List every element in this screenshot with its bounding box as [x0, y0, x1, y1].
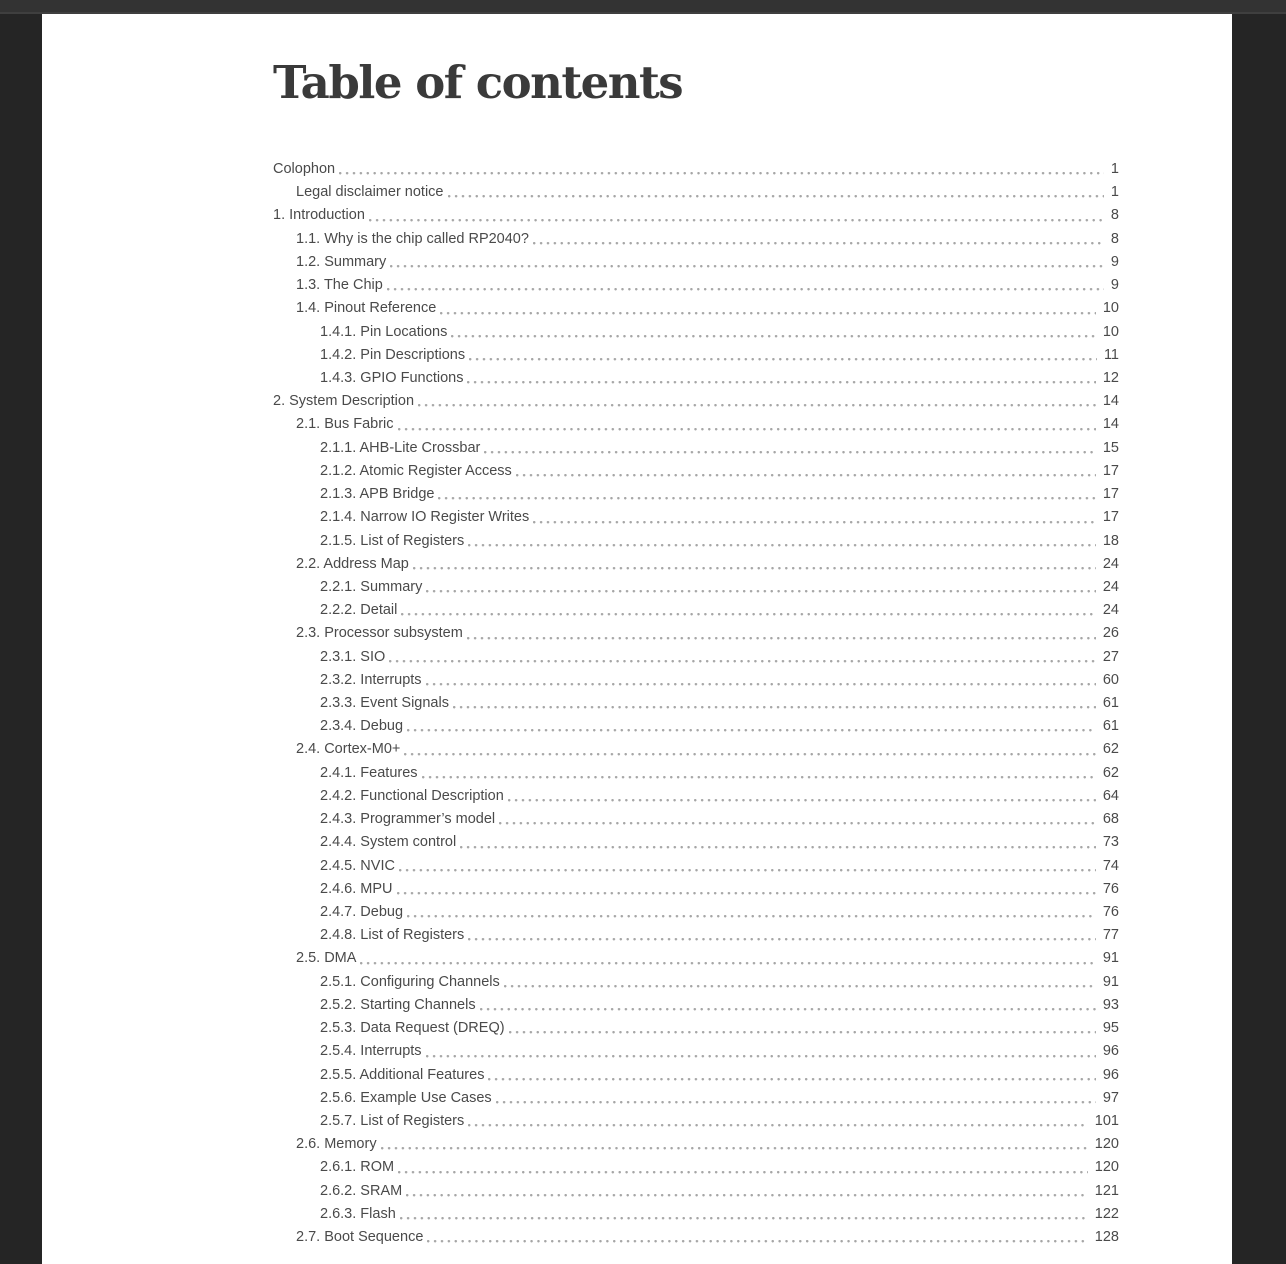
toc-entry-page: 96	[1102, 1043, 1119, 1060]
toc-entry-page: 74	[1102, 857, 1119, 874]
toc-entry[interactable]	[273, 367, 1119, 390]
toc-entry[interactable]	[273, 1017, 1119, 1040]
toc-entry-page: 9	[1110, 277, 1119, 294]
toc-dot-leader	[369, 204, 1104, 227]
toc-dot-leader	[398, 1156, 1088, 1179]
toc-entry-page: 14	[1102, 393, 1119, 410]
toc-entry[interactable]	[273, 344, 1119, 367]
toc-entry-label: 2.1.4. Narrow IO Register Writes	[320, 509, 530, 526]
toc-entry-label: 1.4. Pinout Reference	[296, 300, 437, 317]
toc-entry-label: 2. System Description	[273, 393, 415, 410]
toc-entry[interactable]	[273, 599, 1119, 622]
toc-entry-label: 1.4.2. Pin Descriptions	[320, 346, 466, 363]
toc-entry-page: 122	[1094, 1205, 1119, 1222]
toc-entry-label: 2.4.8. List of Registers	[320, 927, 465, 944]
toc-entry[interactable]	[273, 1180, 1119, 1203]
toc-entry-page: 61	[1102, 718, 1119, 735]
toc-dot-leader	[404, 738, 1095, 761]
toc-entry-page: 120	[1094, 1136, 1119, 1153]
toc-entry[interactable]	[273, 390, 1119, 413]
toc-dot-leader	[469, 344, 1097, 367]
toc-entry-page: 91	[1102, 973, 1119, 990]
toc-dot-leader	[339, 158, 1104, 181]
toc-entry-label: 1.4.1. Pin Locations	[320, 323, 448, 340]
toc-entry[interactable]	[273, 437, 1119, 460]
toc-dot-leader	[427, 1226, 1087, 1249]
toc-entry[interactable]	[273, 785, 1119, 808]
toc-dot-leader	[407, 901, 1096, 924]
toc-entry-page: 64	[1102, 787, 1119, 804]
toc-dot-leader	[484, 437, 1095, 460]
toc-dot-leader	[508, 785, 1096, 808]
toc-entry-page: 91	[1102, 950, 1119, 967]
toc-entry-page: 14	[1102, 416, 1119, 433]
toc-entry-page: 120	[1094, 1159, 1119, 1176]
toc-entry-page: 61	[1102, 695, 1119, 712]
toc-entry-page: 26	[1102, 625, 1119, 642]
toc-entry-label: Colophon	[273, 161, 336, 177]
toc-entry-label: 2.5.5. Additional Features	[320, 1066, 485, 1083]
toc-dot-leader	[426, 669, 1096, 692]
toc-entry-page: 121	[1094, 1182, 1119, 1199]
toc-entry[interactable]	[273, 878, 1119, 901]
toc-entry-page: 77	[1102, 927, 1119, 944]
toc-entry-label: Legal disclaimer notice	[296, 184, 444, 201]
toc-entry[interactable]	[273, 483, 1119, 506]
toc-dot-leader	[418, 390, 1096, 413]
toc-entry-label: 2.5.6. Example Use Cases	[320, 1089, 492, 1106]
toc-entry-label: 2.4.2. Functional Description	[320, 787, 504, 804]
toc-entry-label: 1. Introduction	[273, 207, 365, 224]
toc-dot-leader	[422, 762, 1096, 785]
toc-entry-label: 2.7. Boot Sequence	[296, 1229, 424, 1246]
toc-entry[interactable]	[273, 855, 1119, 878]
toc-entry-page: 17	[1102, 462, 1119, 479]
toc-entry[interactable]	[273, 1156, 1119, 1179]
toc-entry[interactable]	[273, 1203, 1119, 1226]
toc-entry-page: 18	[1102, 532, 1119, 549]
toc-entry-page: 76	[1102, 904, 1119, 920]
toc-entry-label: 2.4. Cortex-M0+	[296, 741, 401, 758]
toc-entry[interactable]	[273, 715, 1119, 738]
toc-dot-leader	[438, 483, 1095, 506]
toc-dot-leader	[516, 460, 1096, 483]
toc-entry-page: 128	[1094, 1229, 1119, 1246]
table-of-contents	[273, 158, 1119, 1249]
toc-entry-label: 2.6. Memory	[296, 1136, 377, 1153]
toc-entry-label: 2.3.3. Event Signals	[320, 695, 449, 712]
toc-dot-leader	[499, 808, 1096, 831]
toc-entry-page: 76	[1102, 880, 1119, 897]
toc-entry-page: 11	[1103, 346, 1119, 363]
toc-dot-leader	[496, 1087, 1096, 1110]
toc-entry[interactable]	[273, 808, 1119, 831]
toc-entry[interactable]	[273, 1040, 1119, 1063]
toc-dot-leader	[440, 297, 1096, 320]
toc-dot-leader	[400, 1203, 1088, 1226]
toc-entry-label: 2.5.2. Starting Channels	[320, 996, 476, 1013]
toc-entry-label: 2.6.3. Flash	[320, 1205, 396, 1222]
toc-entry-label: 2.2.1. Summary	[320, 578, 423, 595]
toc-entry-page: 96	[1102, 1066, 1119, 1083]
toc-entry[interactable]	[273, 1226, 1119, 1249]
toc-dot-leader	[387, 274, 1104, 297]
toc-entry-page: 10	[1102, 323, 1119, 340]
toc-entry[interactable]	[273, 530, 1119, 553]
toc-dot-leader	[426, 1040, 1096, 1063]
toc-dot-leader	[397, 878, 1096, 901]
toc-dot-leader	[407, 715, 1096, 738]
toc-entry[interactable]	[273, 158, 1119, 181]
toc-entry-label: 2.3.1. SIO	[320, 648, 386, 665]
toc-entry[interactable]	[273, 228, 1119, 251]
toc-dot-leader	[533, 506, 1096, 529]
toc-entry-label: 2.6.1. ROM	[320, 1159, 395, 1176]
toc-entry-label: 2.5.1. Configuring Channels	[320, 973, 500, 990]
toc-entry-page: 97	[1102, 1089, 1119, 1106]
toc-entry[interactable]	[273, 204, 1119, 227]
viewer-top-bar	[0, 0, 1286, 14]
document-page	[42, 14, 1232, 1264]
toc-dot-leader	[468, 1110, 1088, 1133]
toc-entry-page: 101	[1094, 1112, 1119, 1129]
toc-dot-leader	[448, 181, 1104, 204]
toc-dot-leader	[381, 1133, 1088, 1156]
toc-entry[interactable]	[273, 669, 1119, 692]
toc-entry[interactable]	[273, 460, 1119, 483]
toc-entry-label: 2.4.1. Features	[320, 764, 418, 781]
toc-entry-label: 1.1. Why is the chip called RP2040?	[296, 230, 529, 247]
toc-entry-page: 10	[1102, 300, 1119, 317]
toc-entry[interactable]	[273, 413, 1119, 436]
toc-entry-page: 8	[1110, 207, 1119, 224]
toc-entry-label: 2.1.1. AHB-Lite Crossbar	[320, 439, 481, 456]
toc-entry-page: 15	[1102, 439, 1119, 456]
toc-entry[interactable]	[273, 971, 1119, 994]
toc-dot-leader	[467, 367, 1095, 390]
toc-entry-label: 1.4.3. GPIO Functions	[320, 369, 464, 386]
toc-entry-label: 2.4.5. NVIC	[320, 857, 395, 874]
toc-dot-leader	[533, 228, 1104, 251]
toc-entry-label: 1.2. Summary	[296, 253, 387, 270]
toc-entry-page: 24	[1102, 602, 1119, 619]
toc-entry[interactable]	[273, 831, 1119, 854]
toc-entry-label: 2.1.3. APB Bridge	[320, 486, 435, 503]
toc-entry[interactable]	[273, 576, 1119, 599]
toc-entry-label: 2.2. Address Map	[296, 555, 409, 572]
toc-dot-leader	[398, 413, 1096, 436]
toc-entry[interactable]	[273, 1133, 1119, 1156]
toc-entry[interactable]	[273, 924, 1119, 947]
toc-entry-page: 73	[1102, 834, 1119, 851]
toc-dot-leader	[453, 692, 1096, 715]
toc-entry-label: 2.3.4. Debug	[320, 718, 404, 735]
toc-entry-label: 2.1.5. List of Registers	[320, 532, 465, 549]
toc-dot-leader	[480, 994, 1096, 1017]
toc-entry-page: 1	[1110, 161, 1119, 177]
toc-entry[interactable]	[273, 321, 1119, 344]
toc-dot-leader	[451, 321, 1095, 344]
toc-entry-label: 2.4.7. Debug	[320, 904, 404, 920]
toc-entry-page: 62	[1102, 741, 1119, 758]
toc-dot-leader	[399, 855, 1096, 878]
toc-dot-leader	[509, 1017, 1096, 1040]
toc-entry-label: 2.4.4. System control	[320, 834, 457, 851]
toc-entry-label: 2.4.3. Programmer’s model	[320, 811, 496, 828]
page-title: Table of contents	[273, 56, 683, 109]
toc-dot-leader	[426, 576, 1096, 599]
toc-entry-page: 24	[1102, 555, 1119, 572]
toc-entry[interactable]	[273, 738, 1119, 761]
toc-dot-leader	[413, 553, 1096, 576]
toc-dot-leader	[390, 251, 1104, 274]
toc-entry[interactable]	[273, 692, 1119, 715]
toc-entry[interactable]	[273, 1087, 1119, 1110]
toc-entry-page: 95	[1102, 1020, 1119, 1037]
page-content	[42, 14, 1232, 1249]
toc-entry-page: 1	[1110, 184, 1119, 201]
toc-dot-leader	[360, 947, 1095, 970]
toc-entry-label: 2.6.2. SRAM	[320, 1182, 403, 1199]
toc-entry-label: 2.2.2. Detail	[320, 602, 398, 619]
toc-entry[interactable]	[273, 1064, 1119, 1087]
toc-entry-label: 2.3. Processor subsystem	[296, 625, 463, 642]
toc-dot-leader	[504, 971, 1096, 994]
toc-entry[interactable]	[273, 1110, 1119, 1133]
toc-dot-leader	[467, 622, 1096, 645]
toc-entry-page: 27	[1102, 648, 1119, 665]
toc-entry-page: 12	[1102, 369, 1119, 386]
toc-entry-label: 2.4.6. MPU	[320, 880, 393, 897]
toc-entry-label: 2.5.3. Data Request (DREQ)	[320, 1020, 505, 1037]
toc-entry-label: 2.5.4. Interrupts	[320, 1043, 422, 1060]
toc-entry-label: 2.5.7. List of Registers	[320, 1112, 465, 1129]
toc-entry-page: 17	[1102, 509, 1119, 526]
toc-entry-label: 2.1. Bus Fabric	[296, 416, 394, 433]
toc-dot-leader	[488, 1064, 1095, 1087]
toc-entry-page: 9	[1110, 253, 1119, 270]
toc-entry-page: 17	[1102, 486, 1119, 503]
toc-entry-label: 2.3.2. Interrupts	[320, 671, 422, 688]
toc-entry-page: 62	[1102, 764, 1119, 781]
toc-entry-page: 24	[1102, 578, 1119, 595]
toc-entry[interactable]	[273, 901, 1119, 924]
toc-entry[interactable]	[273, 622, 1119, 645]
toc-entry[interactable]	[273, 553, 1119, 576]
toc-entry-label: 2.1.2. Atomic Register Access	[320, 462, 512, 479]
toc-entry-page: 93	[1102, 996, 1119, 1013]
toc-entry-page: 60	[1102, 671, 1119, 688]
toc-entry-page: 8	[1110, 230, 1119, 247]
toc-dot-leader	[460, 831, 1096, 854]
toc-entry[interactable]	[273, 947, 1119, 970]
toc-entry-label: 2.5. DMA	[296, 950, 357, 967]
toc-entry[interactable]	[273, 251, 1119, 274]
toc-entry[interactable]	[273, 994, 1119, 1017]
toc-entry[interactable]	[273, 181, 1119, 204]
toc-entry[interactable]	[273, 274, 1119, 297]
toc-entry[interactable]	[273, 646, 1119, 669]
toc-dot-leader	[389, 646, 1096, 669]
toc-entry-label: 1.3. The Chip	[296, 277, 383, 294]
toc-entry[interactable]	[273, 297, 1119, 320]
toc-dot-leader	[468, 530, 1096, 553]
toc-entry-page: 68	[1102, 811, 1119, 828]
toc-entry[interactable]	[273, 506, 1119, 529]
toc-dot-leader	[468, 924, 1096, 947]
toc-dot-leader	[401, 599, 1095, 622]
toc-dot-leader	[406, 1180, 1088, 1203]
toc-entry[interactable]	[273, 762, 1119, 785]
